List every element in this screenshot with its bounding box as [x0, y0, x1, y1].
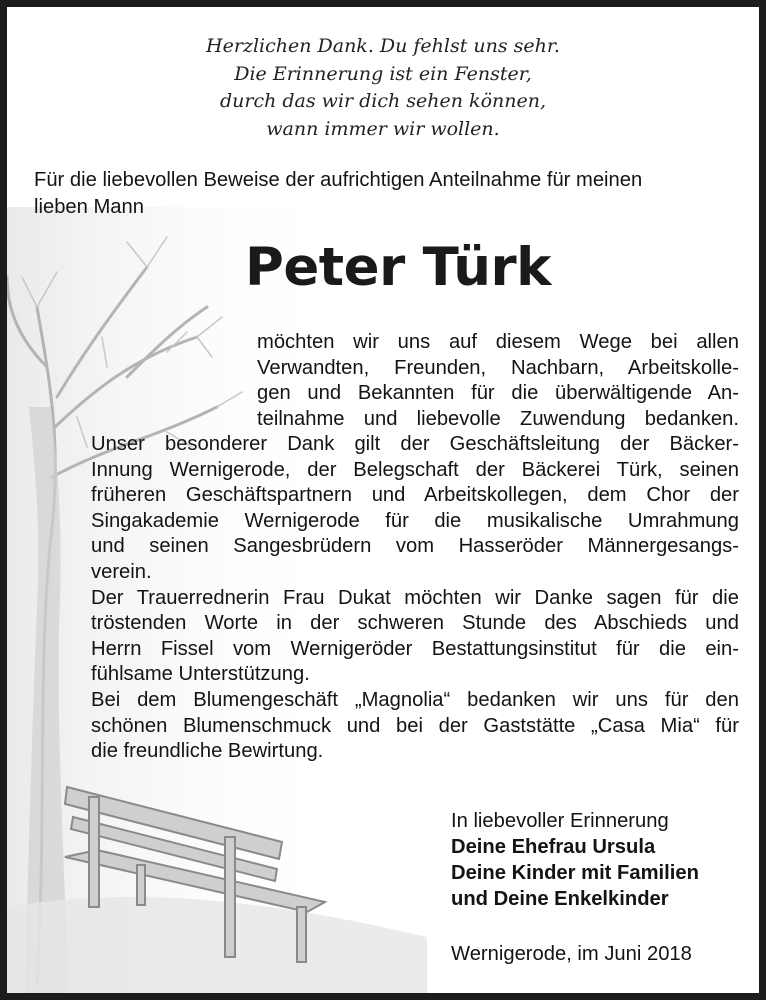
poem-line: Herzlichen Dank. Du fehlst uns sehr. [206, 35, 560, 57]
thanks-line: schönen Blumenschmuck und bei der Gaststätte „Casa Mia“ für [91, 714, 739, 737]
thanks-line: Bei dem Blumengeschäft „Magnolia“ bedanken wir uns für den [91, 688, 739, 711]
thanks-line: Unser besonderer Dank gilt der Geschäftsleitung der Bäcker- [91, 433, 739, 455]
signature-block [451, 808, 699, 912]
poem [7, 33, 759, 143]
signature-lead: In liebevoller Erinnerung [451, 810, 669, 832]
thanks-line: die freundliche Bewirtung. [91, 740, 324, 763]
thanks-line: möchten wir uns auf diesem Wege bei allen [257, 331, 739, 353]
thanks-line: Herrn Fissel vom Wernigeröder Bestattungsinstitut für die ein- [91, 637, 739, 660]
thanks-line: Innung Wernigerode, der Belegschaft der Bäckerei Türk, seinen [91, 458, 739, 481]
signature-line: und Deine Enkelkinder [451, 888, 669, 910]
obituary-card [7, 7, 759, 993]
thanks-line: teilnahme und liebevolle Zuwendung bedanken. [257, 407, 739, 430]
thanks-line: Verwandten, Freunden, Nachbarn, Arbeitskolle- [257, 356, 739, 379]
thanks-line: früheren Geschäftspartnern und Arbeitskollegen, dem Chor der [91, 484, 739, 507]
signature-line: Deine Kinder mit Familien [451, 862, 699, 884]
signature-line: Deine Ehefrau Ursula [451, 836, 656, 858]
poem-line: durch das wir dich sehen können, [220, 90, 546, 112]
place-date: Wernigerode, im Juni 2018 [451, 943, 692, 965]
deceased-name: Peter Türk [245, 237, 551, 298]
thanks-line: verein. [91, 560, 152, 583]
poem-line: wann immer wir wollen. [266, 117, 500, 140]
thanks-line: fühlsame Unterstützung. [91, 663, 310, 686]
intro-line: lieben Mann [34, 196, 144, 218]
thanks-line: Singakademie Wernigerode für die musikalische Umrahmung [91, 509, 739, 532]
thanks-line: tröstenden Worte in der schweren Stunde des Abschieds und [91, 612, 739, 635]
thanks-line: Der Trauerrednerin Frau Dukat möchten wir Danke sagen für die [91, 586, 739, 609]
thanks-line: gen und Bekannten für die überwältigende An- [257, 382, 739, 405]
intro-text [34, 167, 739, 221]
poem-line: Die Erinnerung ist ein Fenster, [234, 62, 532, 85]
thanks-line: und seinen Sangesbrüdern vom Hasseröder Männergesangs- [91, 535, 739, 558]
intro-line: Für die liebevollen Beweise der aufrichtigen Anteilnahme für meinen [34, 169, 643, 191]
thanks-paragraph-indented [257, 330, 739, 432]
thanks-paragraph-full [91, 432, 739, 765]
